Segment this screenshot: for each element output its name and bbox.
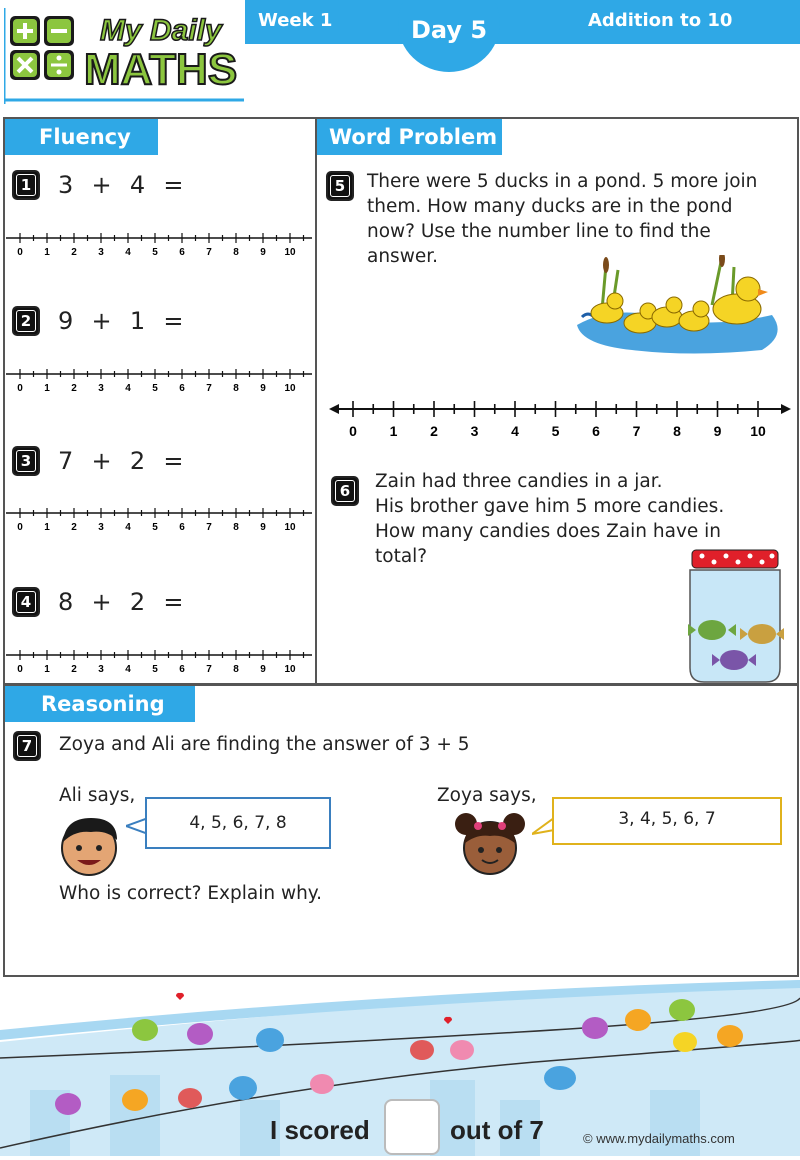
copyright: © www.mydailymaths.com [583, 1131, 735, 1146]
number-line-label: 9 [260, 383, 266, 394]
arrow-right-icon [781, 404, 791, 414]
number-line-4 [4, 645, 314, 679]
number-line-label: 4 [125, 383, 131, 394]
number-line-label: 0 [349, 423, 357, 439]
number-line-label: 2 [71, 383, 77, 394]
number-line-label: 6 [179, 664, 185, 675]
number-line-label: 1 [44, 383, 50, 394]
topic-label: Addition to 10 [588, 10, 733, 31]
number-line-label: 1 [44, 522, 50, 533]
explain-prompt: Who is correct? Explain why. [59, 883, 323, 904]
arrow-left-icon [329, 404, 339, 414]
question-number-2: 2 [12, 306, 40, 336]
day-badge: Day 5 [398, 0, 500, 72]
score-prefix: I scored [270, 1115, 370, 1145]
number-line-label: 6 [179, 383, 185, 394]
week-label: Week 1 [258, 10, 333, 31]
number-line-label: 0 [17, 522, 23, 533]
zoya-says-label: Zoya says, [437, 785, 537, 806]
question-number-6: 6 [331, 476, 359, 506]
ali-answer-box: 4, 5, 6, 7, 8 [145, 797, 331, 849]
number-line-label: 1 [44, 664, 50, 675]
question-5-text: There were 5 ducks in a pond. 5 more join them. How many ducks are in the pond now? Use the number line to find the answer. [367, 171, 758, 267]
number-line-label: 8 [673, 423, 681, 439]
number-line-label: 5 [152, 383, 158, 394]
word-problem-title: Word Problem [317, 119, 502, 155]
number-line-label: 7 [206, 383, 212, 394]
zoya-answer-box: 3, 4, 5, 6, 7 [552, 797, 782, 845]
number-line-label: 4 [125, 522, 131, 533]
number-line-label: 10 [284, 522, 296, 533]
reasoning-title: Reasoning [5, 686, 195, 722]
number-line-1 [4, 228, 314, 262]
number-line-label: 8 [233, 522, 239, 533]
question-number-3: 3 [12, 446, 40, 476]
number-line-label: 8 [233, 664, 239, 675]
number-line-label: 2 [430, 423, 438, 439]
number-line-2 [4, 364, 314, 398]
ali-avatar [57, 808, 129, 880]
number-line-label: 2 [71, 247, 77, 258]
number-line-large [327, 395, 793, 445]
number-line-label: 7 [206, 247, 212, 258]
logo [4, 4, 244, 104]
number-line-label: 7 [632, 423, 641, 439]
number-line-label: 3 [98, 383, 104, 394]
number-line-label: 10 [284, 383, 296, 394]
svg-text:My Daily: My Daily [100, 14, 222, 47]
equation-2: 9 + 1 = [58, 307, 185, 335]
number-line-label: 5 [152, 247, 158, 258]
number-line-label: 10 [284, 247, 296, 258]
question-number-1: 1 [12, 170, 40, 200]
number-line-label: 0 [17, 664, 23, 675]
number-line-3 [4, 503, 314, 537]
number-line-label: 0 [17, 383, 23, 394]
score-suffix: out of 7 [450, 1115, 544, 1145]
number-line-label: 3 [98, 522, 104, 533]
svg-text:MATHS: MATHS [84, 45, 238, 94]
number-line-label: 9 [260, 522, 266, 533]
candy-jar-illustration [682, 548, 788, 684]
question-number-5: 5 [326, 171, 354, 201]
number-line-label: 3 [98, 247, 104, 258]
number-line-label: 6 [179, 247, 185, 258]
number-line-label: 4 [125, 247, 131, 258]
number-line-label: 9 [260, 247, 266, 258]
number-line-label: 1 [44, 247, 50, 258]
number-line-label: 10 [750, 423, 766, 439]
zoya-avatar [452, 808, 532, 880]
ducks-illustration [572, 255, 792, 360]
fluency-title: Fluency [5, 119, 158, 155]
number-line-label: 4 [125, 664, 131, 675]
question-6-text: Zain had three candies in a jar. His brother gave him 5 more candies. How many candies does Zain have in total? [375, 471, 725, 567]
number-line-label: 7 [206, 664, 212, 675]
number-line-label: 1 [389, 423, 398, 439]
number-line-label: 10 [284, 664, 296, 675]
number-line-label: 9 [713, 423, 722, 439]
number-line-label: 0 [17, 247, 23, 258]
number-line-label: 5 [152, 522, 158, 533]
score-box[interactable] [384, 1099, 440, 1155]
number-line-label: 7 [206, 522, 212, 533]
equation-3: 7 + 2 = [58, 447, 185, 475]
number-line-label: 6 [592, 423, 600, 439]
number-line-label: 8 [233, 247, 239, 258]
number-line-label: 6 [179, 522, 185, 533]
number-line-label: 9 [260, 664, 266, 675]
equation-4: 8 + 2 = [58, 588, 185, 616]
number-line-label: 5 [551, 423, 560, 439]
question-7-text: Zoya and Ali are finding the answer of 3 + 5 [59, 734, 470, 755]
equation-1: 3 + 4 = [58, 171, 185, 199]
number-line-label: 5 [152, 664, 158, 675]
question-number-4: 4 [12, 587, 40, 617]
question-number-7: 7 [13, 731, 41, 761]
number-line-label: 4 [511, 423, 519, 439]
number-line-label: 3 [470, 423, 479, 439]
number-line-label: 8 [233, 383, 239, 394]
number-line-label: 3 [98, 664, 104, 675]
ali-says-label: Ali says, [59, 785, 136, 806]
number-line-label: 2 [71, 522, 77, 533]
number-line-label: 2 [71, 664, 77, 675]
